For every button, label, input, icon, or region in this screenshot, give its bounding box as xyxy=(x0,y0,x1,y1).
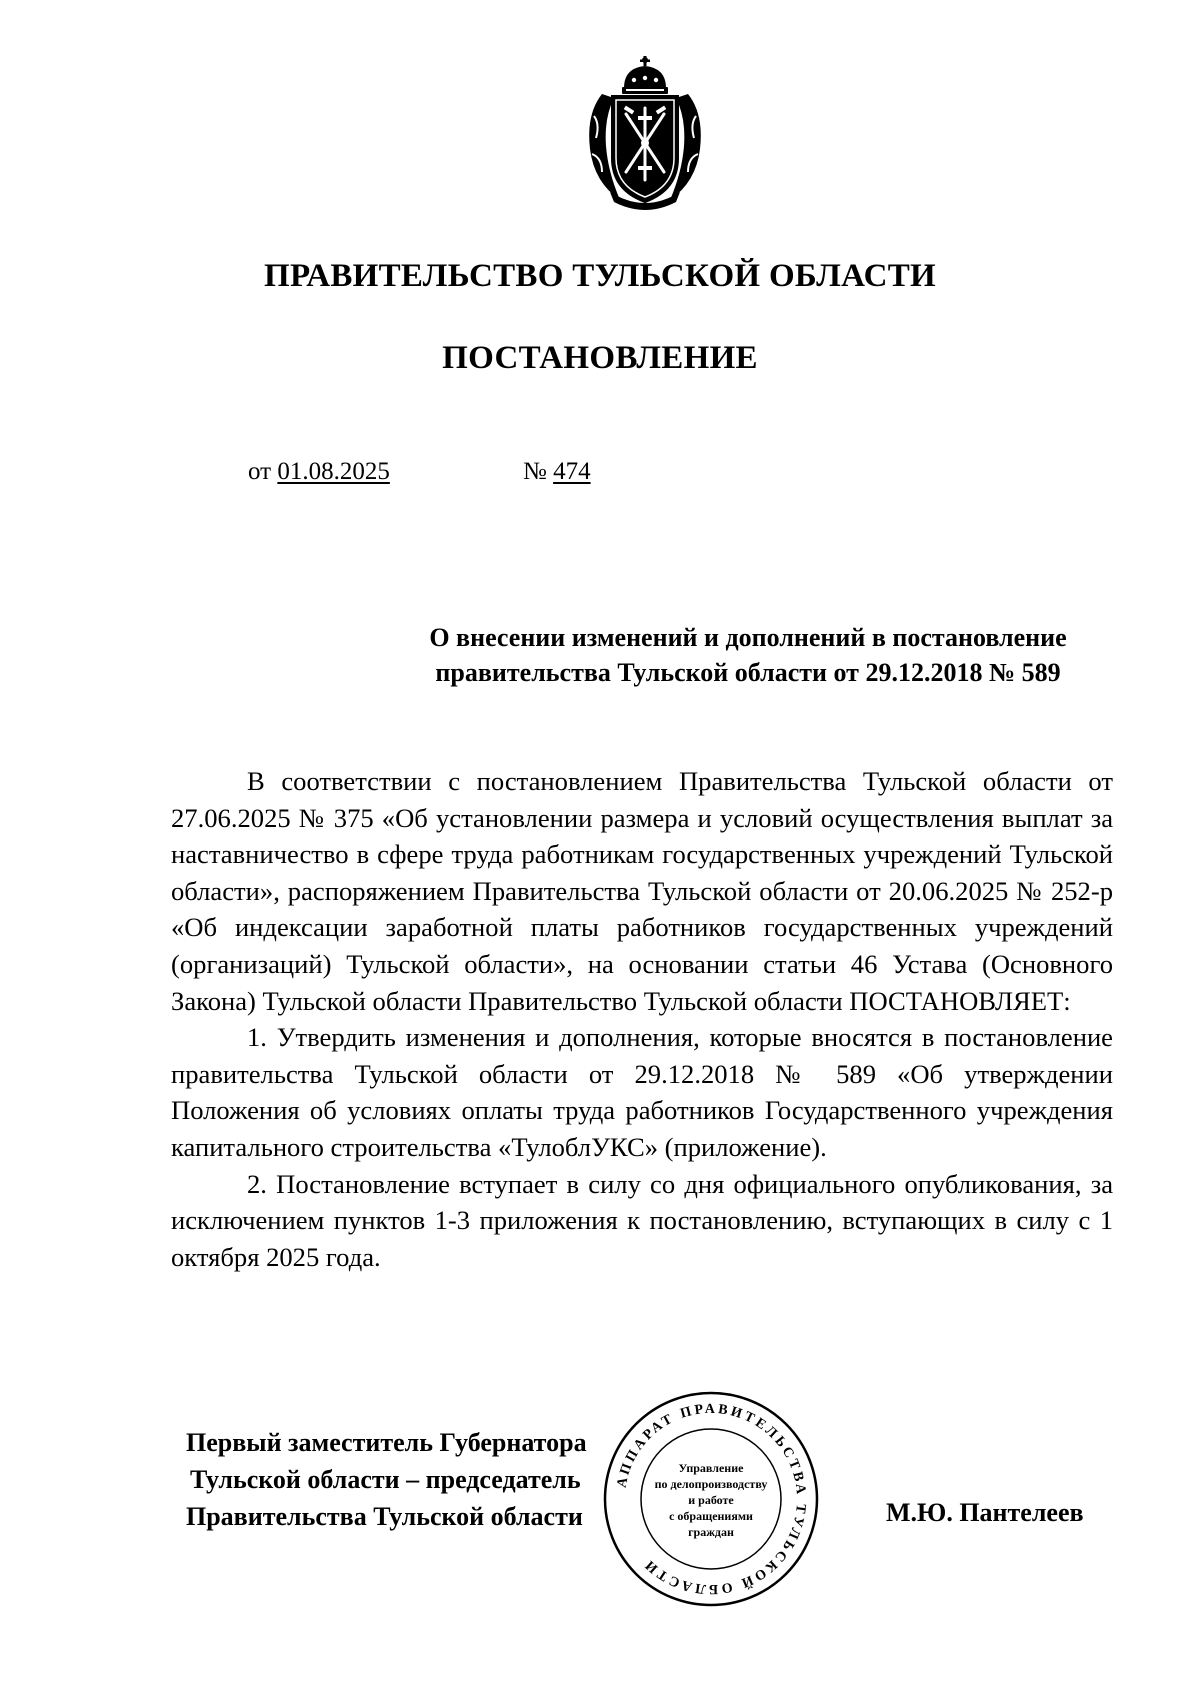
document-number xyxy=(523,458,591,486)
body-paragraph-preamble: В соответствии с постановлением Правительства Тульской области от 27.06.2025 № 375 «Об установлении размера и условий осуществления выплат за наставничество в сфере труда работникам государственных учреждений Тульской области», распоряжением Правительства Тульской области от 20.06.2025 № 252-р «Об индексации заработной платы работников государственных учреждений (организаций) Тульской области», на основании статьи 46 Устава (Основного Закона) Тульской области Правительство Тульской области ПОСТАНОВЛЯЕТ: xyxy=(171,766,1113,1016)
body-paragraph-item-1: 1. Утвердить изменения и дополнения, которые вносятся в постановление правительства Тульской области от 29.12.2018 № 589 «Об утверждении Положения об условиях оплаты труда работников Государственного учреждения капитального строительства «ТулоблУКС» (приложение). xyxy=(171,1022,1113,1162)
date-prefix: от xyxy=(248,458,272,485)
document-subject xyxy=(170,620,1096,690)
stamp-line-4: с обращениями xyxy=(669,1509,753,1523)
number-prefix: № xyxy=(523,458,547,485)
subject-line-2: правительства Тульской области от 29.12.2018 № 589 xyxy=(435,658,1061,687)
stamp-line-1: Управление xyxy=(678,1461,744,1475)
subject-line-1: О внесении изменений и дополнений в постановление xyxy=(429,623,1067,652)
stamp-ring-text: АППАРАТ ПРАВИТЕЛЬСТВА ТУЛЬСКОЙ ОБЛАСТИ xyxy=(614,1401,809,1597)
document-type: ПОСТАНОВЛЕНИЕ xyxy=(442,340,758,376)
number-value: 474 xyxy=(553,458,591,485)
tula-region-coat-of-arms-icon xyxy=(580,54,710,212)
government-title: ПРАВИТЕЛЬСТВО ТУЛЬСКОЙ ОБЛАСТИ xyxy=(264,258,936,294)
date-value: 01.08.2025 xyxy=(277,458,390,485)
signatory-name: М.Ю. Пантелеев xyxy=(886,1498,1084,1527)
stamp-line-5: граждан xyxy=(688,1525,734,1539)
document-body xyxy=(171,763,1113,1275)
position-line-1: Первый заместитель Губернатора xyxy=(186,1428,587,1457)
document-date xyxy=(248,458,390,486)
body-paragraph-item-2: 2. Постановление вступает в силу со дня официального опубликования, за исключением пунктов 1-3 приложения к постановлению, вступающих в силу с 1 октября 2025 года. xyxy=(171,1168,1113,1272)
stamp-line-3: и работе xyxy=(688,1493,734,1507)
signatory-position xyxy=(186,1424,587,1535)
official-stamp-icon xyxy=(600,1388,822,1610)
stamp-line-2: по делопроизводству xyxy=(654,1477,768,1491)
position-line-2: Тульской области – председатель xyxy=(190,1465,581,1494)
position-line-3: Правительства Тульской области xyxy=(186,1502,583,1531)
